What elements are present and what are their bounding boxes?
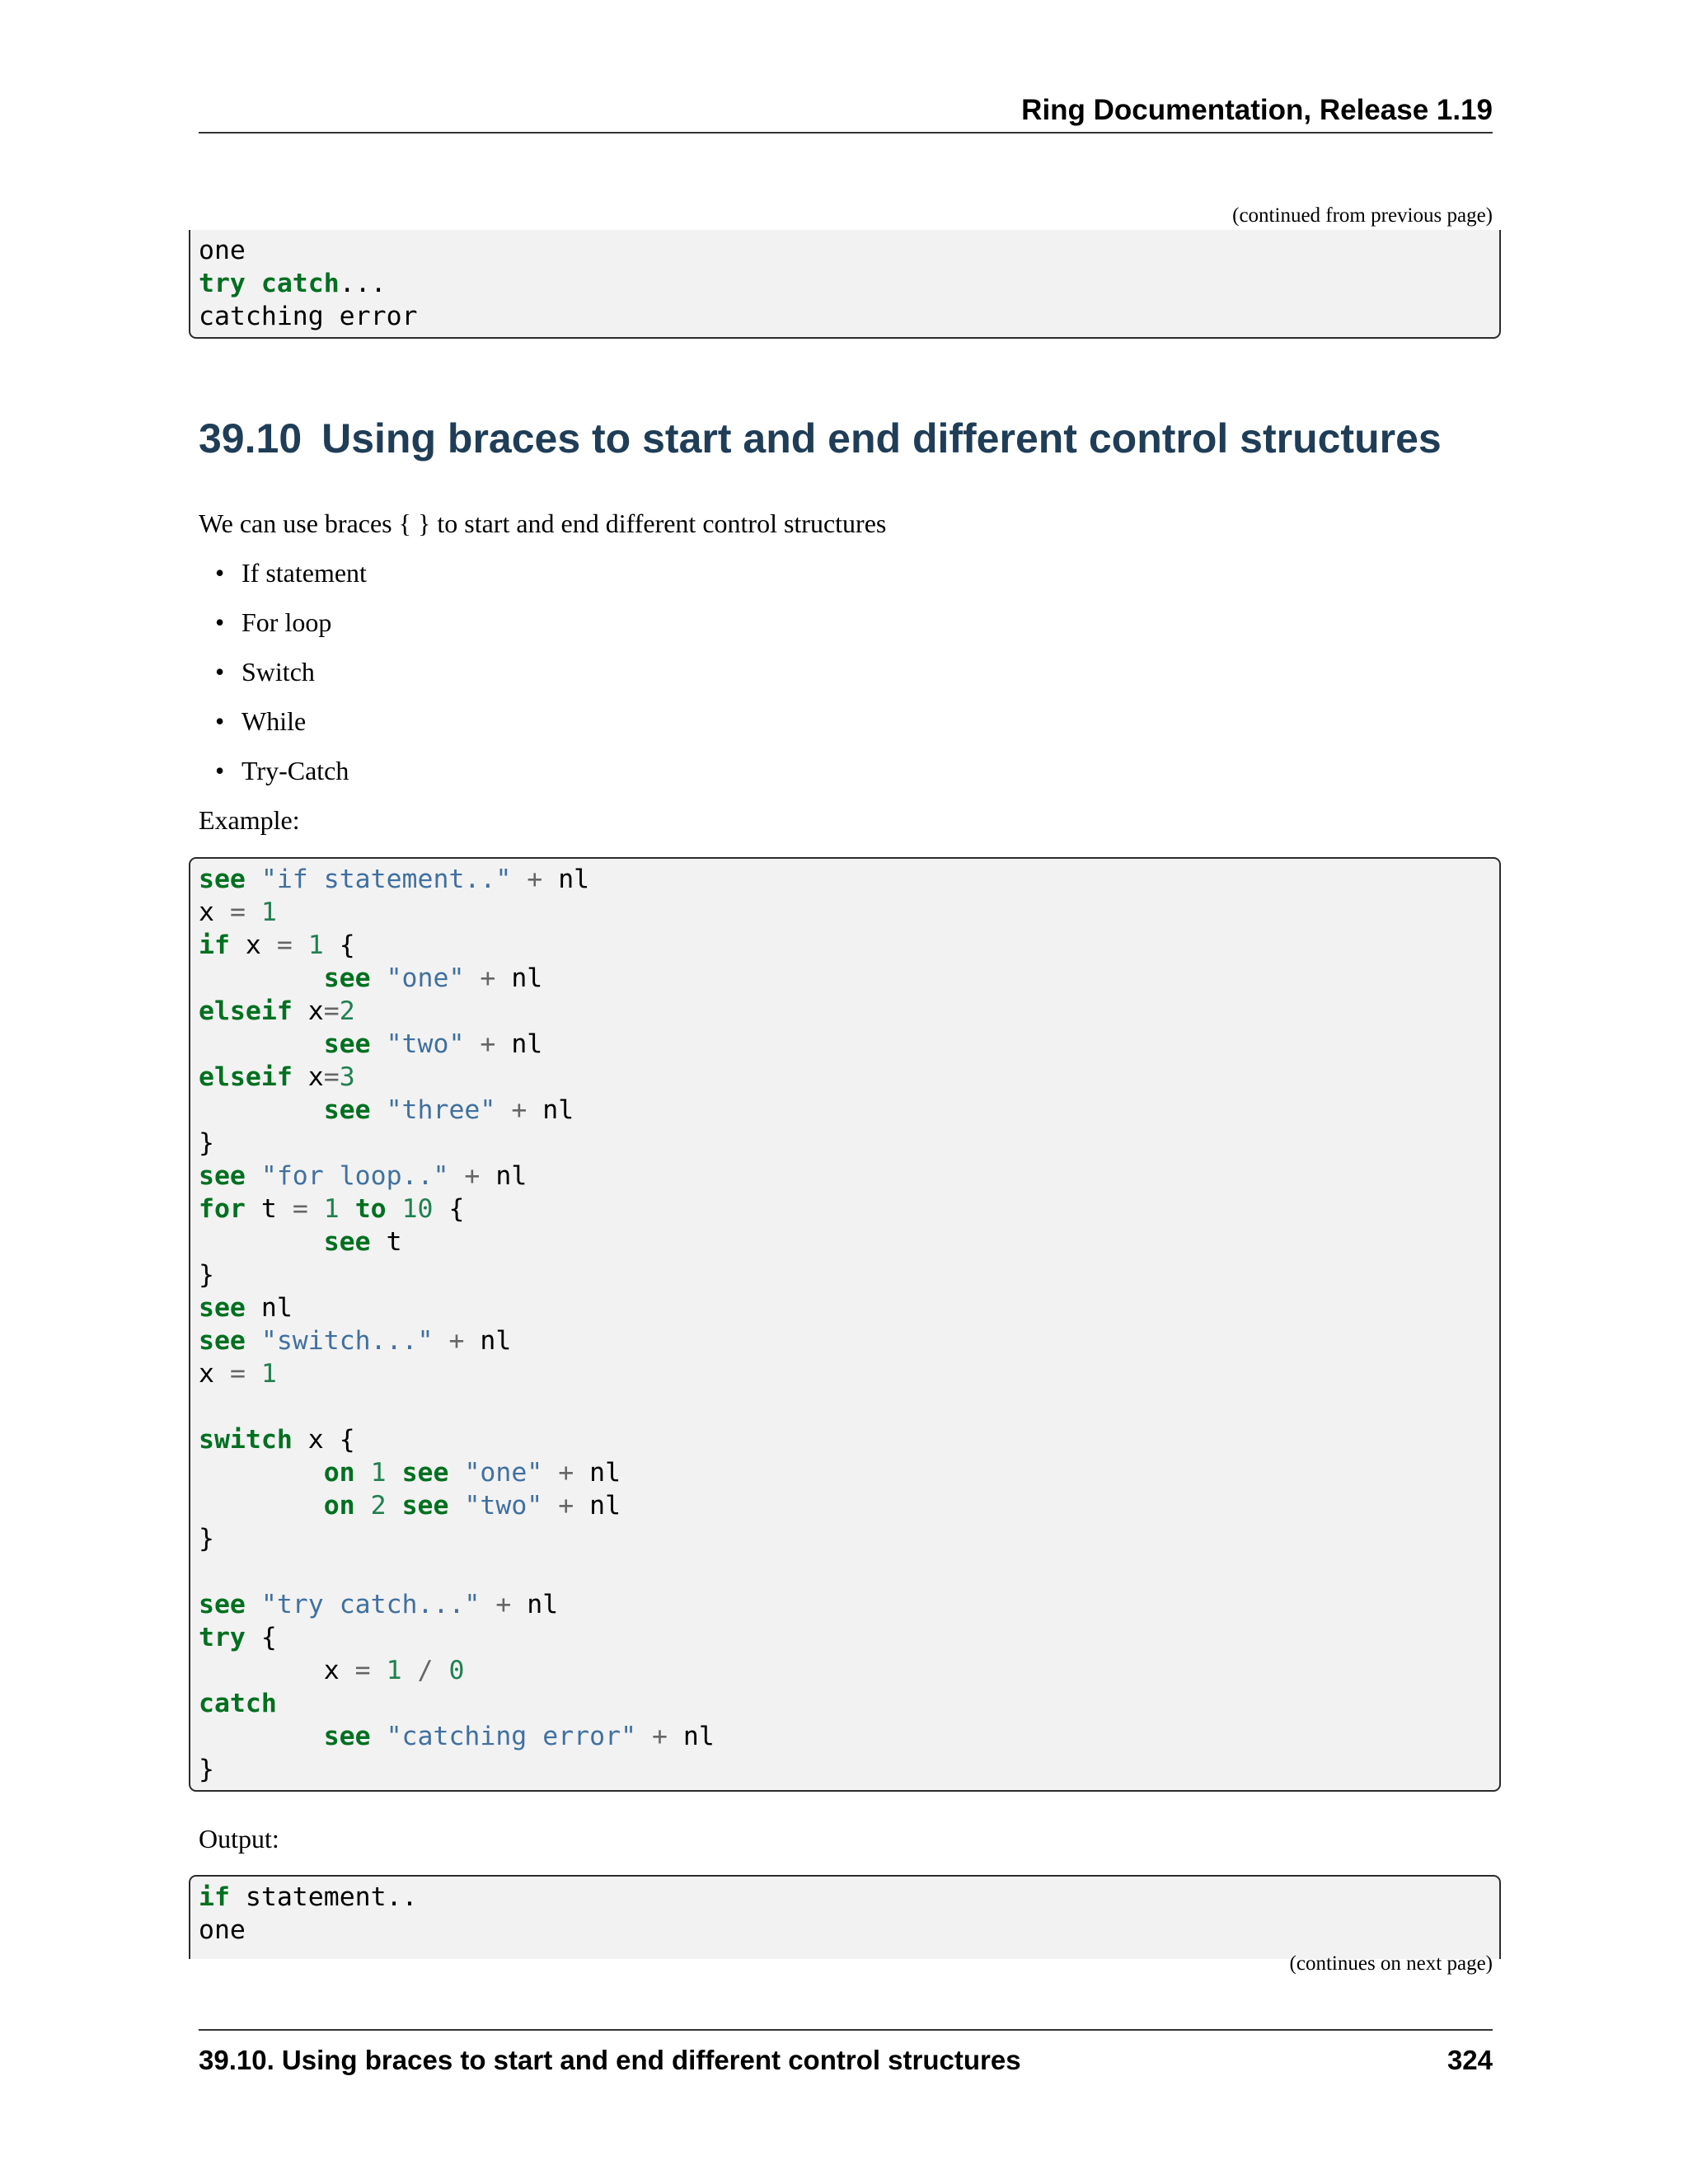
code-token <box>402 1656 418 1685</box>
code-line <box>199 1061 1491 1094</box>
list-item: • For loop <box>215 607 332 637</box>
code-token: x <box>199 1656 355 1685</box>
code-token <box>464 1029 480 1059</box>
code-token <box>246 1359 261 1389</box>
code-token: one <box>199 1915 246 1945</box>
code-token: + <box>511 1095 528 1125</box>
code-line <box>199 1291 1491 1324</box>
code-token: see <box>199 1326 246 1356</box>
code-token: see <box>199 1293 246 1323</box>
code-token: 2 <box>339 996 355 1026</box>
code-token: one <box>199 236 246 265</box>
code-token <box>464 963 480 993</box>
code-token <box>199 1722 324 1751</box>
code-line <box>199 1127 1491 1160</box>
code-line <box>199 1094 1491 1127</box>
code-token <box>199 1095 324 1125</box>
code-token: x <box>199 898 230 927</box>
code-line <box>199 962 1491 995</box>
code-token: = <box>276 930 293 960</box>
code-token: t <box>245 1194 293 1224</box>
code-token: catch <box>260 269 340 298</box>
code-token <box>371 1722 387 1751</box>
code-line <box>199 234 1491 267</box>
code-line <box>199 300 1491 333</box>
code-line <box>199 1357 1491 1390</box>
code-token: "two" <box>464 1491 543 1521</box>
bullet-icon: • <box>215 607 225 637</box>
continues-on-note: (continues on next page) <box>1289 1952 1493 1975</box>
code-token <box>434 1656 449 1685</box>
code-token: + <box>448 1326 465 1356</box>
code-token <box>199 1227 324 1257</box>
code-token: see <box>323 1095 371 1125</box>
code-token <box>448 1458 464 1488</box>
code-token <box>542 1458 558 1488</box>
code-token: "two" <box>386 1029 465 1059</box>
list-item: • Switch <box>215 657 315 687</box>
list-item: • If statement <box>215 558 367 588</box>
code-line <box>199 1489 1491 1522</box>
bullet-icon: • <box>215 657 225 687</box>
code-token: = <box>229 898 246 927</box>
code-token: + <box>558 1491 574 1521</box>
code-token: switch <box>199 1425 293 1455</box>
page-footer <box>199 2029 1493 2075</box>
output-label: Output: <box>199 1824 279 1854</box>
code-token <box>199 1029 324 1059</box>
previous-output-block <box>189 230 1501 339</box>
code-line <box>199 1258 1491 1291</box>
code-line <box>199 1687 1491 1720</box>
code-token: { <box>433 1194 465 1224</box>
code-token <box>387 1491 402 1521</box>
code-token: 1 <box>370 1458 387 1488</box>
code-token: on <box>323 1458 355 1488</box>
code-line <box>199 1160 1491 1193</box>
code-token <box>636 1722 652 1751</box>
code-line <box>199 1423 1491 1456</box>
code-line <box>199 1028 1491 1061</box>
code-line <box>199 1226 1491 1258</box>
code-token: t <box>370 1227 402 1257</box>
page-number: 324 <box>1447 2045 1493 2075</box>
code-token: x <box>229 930 277 960</box>
code-line <box>199 1914 1491 1947</box>
code-line <box>199 1555 1491 1588</box>
code-token: nl <box>464 1326 512 1356</box>
code-token: see <box>401 1458 449 1488</box>
code-token: "if statement.." <box>260 865 512 894</box>
code-line <box>199 1390 1491 1423</box>
code-token: x <box>199 1359 230 1389</box>
code-line <box>199 1324 1491 1357</box>
example-code-block <box>189 857 1501 1792</box>
code-token: nl <box>574 1458 621 1488</box>
code-token: nl <box>495 963 543 993</box>
code-token: see <box>323 963 371 993</box>
code-token <box>371 1656 387 1685</box>
code-token: + <box>480 963 496 993</box>
code-token: / <box>417 1656 434 1685</box>
code-token <box>308 1194 324 1224</box>
code-line <box>199 1654 1491 1687</box>
document-title: Ring Documentation, Release 1.19 <box>1021 94 1493 126</box>
continued-from-note: (continued from previous page) <box>1232 204 1493 227</box>
code-token: { <box>323 930 355 960</box>
code-token: + <box>480 1029 496 1059</box>
code-token <box>293 930 308 960</box>
code-token: 1 <box>323 1194 340 1224</box>
code-line <box>199 863 1491 896</box>
code-token <box>340 1194 355 1224</box>
code-token: + <box>464 1161 481 1191</box>
code-token <box>246 1161 261 1191</box>
code-line <box>199 1753 1491 1786</box>
code-token <box>246 1590 261 1619</box>
code-line <box>199 896 1491 929</box>
code-token <box>246 269 261 298</box>
code-token <box>495 1095 511 1125</box>
section-heading <box>199 412 1442 465</box>
code-token: nl <box>527 1095 574 1125</box>
list-item: • While <box>215 706 307 736</box>
code-line <box>199 1720 1491 1753</box>
code-token <box>199 1458 324 1488</box>
code-token: = <box>229 1359 246 1389</box>
code-token <box>448 1161 464 1191</box>
code-token: + <box>652 1722 668 1751</box>
code-token: see <box>401 1491 449 1521</box>
code-token: = <box>323 996 340 1026</box>
code-token: 10 <box>401 1194 434 1224</box>
code-token <box>246 865 261 894</box>
code-token: = <box>292 1194 308 1224</box>
code-token: nl <box>542 865 590 894</box>
output-code-block <box>189 1875 1501 1959</box>
code-token: nl <box>667 1722 715 1751</box>
code-token <box>371 963 387 993</box>
code-token: 0 <box>448 1656 465 1685</box>
code-token: "for loop.." <box>260 1161 449 1191</box>
code-token: "switch..." <box>260 1326 434 1356</box>
code-token: see <box>323 1227 371 1257</box>
code-token: x <box>292 996 324 1026</box>
code-token: + <box>558 1458 574 1488</box>
page-header <box>199 92 1493 134</box>
code-token: } <box>199 1755 214 1784</box>
code-token: 1 <box>260 898 277 927</box>
code-token: } <box>199 1260 214 1290</box>
code-token: "catching error" <box>386 1722 637 1751</box>
code-token: } <box>199 1128 214 1158</box>
code-line <box>199 1193 1491 1226</box>
code-token <box>371 1029 387 1059</box>
code-token: "one" <box>464 1458 543 1488</box>
code-token: "try catch..." <box>260 1590 481 1619</box>
code-token: 1 <box>386 1656 402 1685</box>
code-token <box>355 1491 371 1521</box>
code-line <box>199 267 1491 300</box>
code-token: catching error <box>199 302 418 331</box>
code-line <box>199 1621 1491 1654</box>
code-token <box>387 1194 402 1224</box>
code-token: 1 <box>307 930 324 960</box>
footer-section: 39.10. Using braces to start and end different control structures <box>199 2045 1021 2075</box>
code-token: try <box>199 269 246 298</box>
code-token <box>371 1095 387 1125</box>
code-line <box>199 995 1491 1028</box>
code-token: nl <box>245 1293 293 1323</box>
code-token: elseif <box>199 996 293 1026</box>
bullet-icon: • <box>215 706 225 736</box>
code-token: see <box>323 1029 371 1059</box>
code-token: on <box>323 1491 355 1521</box>
code-token: nl <box>480 1161 528 1191</box>
bullet-icon: • <box>215 558 225 588</box>
code-token: 3 <box>339 1062 355 1092</box>
code-token: to <box>354 1194 387 1224</box>
code-token: catch <box>199 1689 277 1718</box>
code-line <box>199 1588 1491 1621</box>
code-token <box>387 1458 402 1488</box>
code-token: = <box>323 1062 340 1092</box>
code-token: "three" <box>386 1095 496 1125</box>
code-token: if <box>199 930 230 960</box>
code-token: elseif <box>199 1062 293 1092</box>
code-token <box>199 1491 324 1521</box>
code-token: + <box>527 865 543 894</box>
code-token: see <box>199 1590 246 1619</box>
code-line <box>199 1456 1491 1489</box>
section-title-text: Using braces to start and end different control structures <box>321 415 1442 462</box>
code-token <box>199 963 324 993</box>
code-token <box>246 898 261 927</box>
code-token: see <box>323 1722 371 1751</box>
code-token: { <box>245 1623 277 1652</box>
code-token: = <box>354 1656 371 1685</box>
code-token: see <box>199 1161 246 1191</box>
code-token <box>542 1491 558 1521</box>
code-token: see <box>199 865 246 894</box>
code-token: nl <box>574 1491 621 1521</box>
bullet-icon: • <box>215 756 225 785</box>
code-token: ... <box>339 269 387 298</box>
intro-paragraph: We can use braces { } to start and end different control structures <box>199 509 887 538</box>
example-label: Example: <box>199 805 300 835</box>
code-token: "one" <box>386 963 465 993</box>
code-token <box>448 1491 464 1521</box>
code-token: for <box>199 1194 246 1224</box>
code-token: statement.. <box>229 1882 418 1912</box>
code-token: } <box>199 1524 214 1554</box>
code-token: x <box>292 1062 324 1092</box>
code-token: if <box>199 1882 230 1912</box>
code-token: try <box>199 1623 246 1652</box>
code-token <box>480 1590 495 1619</box>
code-line <box>199 929 1491 962</box>
code-token: 2 <box>370 1491 387 1521</box>
code-line <box>199 1881 1491 1914</box>
code-token <box>511 865 527 894</box>
list-item: • Try-Catch <box>215 756 349 785</box>
code-token: nl <box>511 1590 559 1619</box>
code-token <box>434 1326 449 1356</box>
section-number: 39.10 <box>199 415 302 462</box>
code-token: nl <box>495 1029 543 1059</box>
code-token: 1 <box>260 1359 277 1389</box>
code-token <box>355 1458 371 1488</box>
code-token: + <box>495 1590 512 1619</box>
code-token <box>246 1326 261 1356</box>
code-token: x { <box>292 1425 355 1455</box>
code-line <box>199 1522 1491 1555</box>
